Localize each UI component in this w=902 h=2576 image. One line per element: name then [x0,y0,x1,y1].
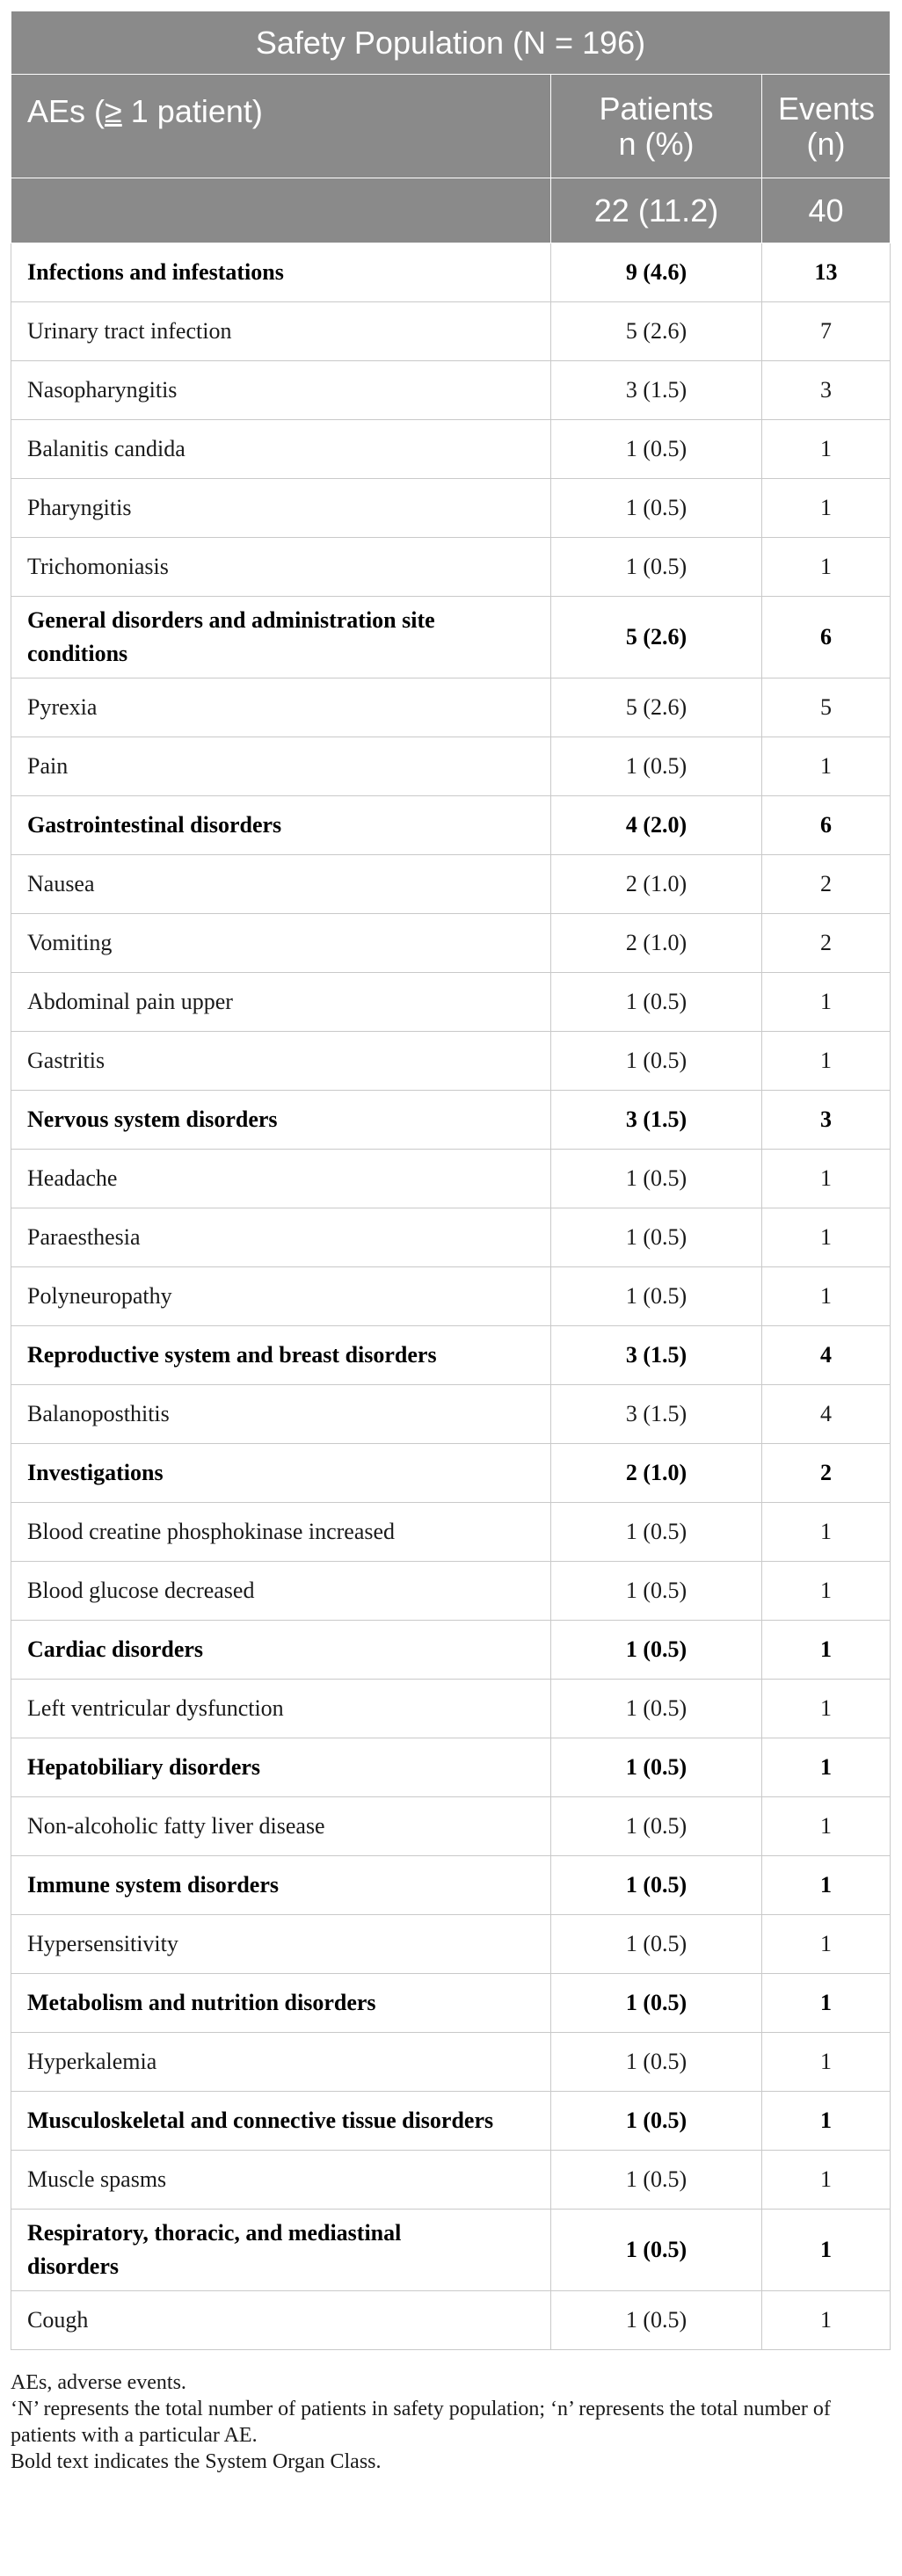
events-value: 3 [762,1091,891,1150]
events-value: 1 [762,2210,891,2291]
table-row [11,420,891,479]
ae-term: Balanitis candida [11,420,551,479]
events-value: 6 [762,597,891,678]
totals-blank-cell [11,178,551,243]
ae-term: Musculoskeletal and connective tissue disorders [11,2092,551,2151]
table-row [11,973,891,1032]
events-value: 1 [762,1208,891,1267]
total-events: 40 [762,178,891,243]
ae-term: Immune system disorders [11,1856,551,1915]
events-value: 1 [762,1621,891,1680]
events-value: 1 [762,1032,891,1091]
system-organ-class-row [11,1738,891,1797]
ae-term: Non-alcoholic fatty liver disease [11,1797,551,1856]
events-value: 1 [762,1562,891,1621]
events-value: 1 [762,1797,891,1856]
patients-value: 1 (0.5) [551,420,762,479]
system-organ-class-row [11,597,891,678]
patients-value: 1 (0.5) [551,1680,762,1738]
system-organ-class-row [11,2092,891,2151]
ae-term: Pharyngitis [11,479,551,538]
events-value: 2 [762,914,891,973]
ae-term: Cardiac disorders [11,1621,551,1680]
document [11,11,890,2475]
patients-value: 3 (1.5) [551,361,762,420]
patients-value: 1 (0.5) [551,737,762,796]
patients-value: 1 (0.5) [551,1621,762,1680]
patients-value: 9 (4.6) [551,243,762,302]
patients-value: 1 (0.5) [551,973,762,1032]
events-value: 1 [762,2092,891,2151]
patients-value: 2 (1.0) [551,914,762,973]
events-value: 1 [762,1680,891,1738]
patients-value: 5 (2.6) [551,678,762,737]
events-value: 3 [762,361,891,420]
patients-value: 1 (0.5) [551,538,762,597]
ae-term: Infections and infestations [11,243,551,302]
table-title-row [11,11,891,75]
ae-term: Vomiting [11,914,551,973]
system-organ-class-row [11,1856,891,1915]
patients-value: 1 (0.5) [551,2151,762,2210]
table-row [11,479,891,538]
patients-value: 1 (0.5) [551,1032,762,1091]
system-organ-class-row [11,1621,891,1680]
table-row [11,302,891,361]
table-row [11,1562,891,1621]
ae-term: Headache [11,1150,551,1208]
ae-term: Hyperkalemia [11,2033,551,2092]
events-value: 1 [762,1503,891,1562]
ae-term: Polyneuropathy [11,1267,551,1326]
events-value: 4 [762,1326,891,1385]
ae-term: Left ventricular dysfunction [11,1680,551,1738]
table-row [11,914,891,973]
patients-value: 1 (0.5) [551,1150,762,1208]
system-organ-class-row [11,1326,891,1385]
events-value: 13 [762,243,891,302]
events-value: 2 [762,1444,891,1503]
column-header-events: Events (n) [762,75,891,178]
ae-term: Gastrointestinal disorders [11,796,551,855]
footnote-n-definition: ‘N’ represents the total number of patients in safety population; ‘n’ represents the total number of patients with a particular AE. [11,2398,831,2447]
table-row [11,1915,891,1974]
table-row [11,538,891,597]
adverse-events-table [11,11,891,2350]
ae-term: Nervous system disorders [11,1091,551,1150]
table-row [11,737,891,796]
patients-value: 1 (0.5) [551,1562,762,1621]
events-value: 1 [762,1267,891,1326]
patients-value: 3 (1.5) [551,1091,762,1150]
ae-term: General disorders and administration site conditions [11,597,551,678]
system-organ-class-row [11,1974,891,2033]
table-row [11,1032,891,1091]
table-row [11,1150,891,1208]
table-row [11,678,891,737]
events-value: 1 [762,1974,891,2033]
ae-term: Nausea [11,855,551,914]
table-row [11,855,891,914]
events-value: 2 [762,855,891,914]
table-row [11,1267,891,1326]
ae-term: Pain [11,737,551,796]
ae-term: Paraesthesia [11,1208,551,1267]
patients-value: 1 (0.5) [551,479,762,538]
events-value: 1 [762,1150,891,1208]
ae-term: Blood glucose decreased [11,1562,551,1621]
events-value: 1 [762,1738,891,1797]
events-value: 1 [762,2291,891,2350]
ae-term: Hepatobiliary disorders [11,1738,551,1797]
ae-term: Metabolism and nutrition disorders [11,1974,551,2033]
table-row [11,2291,891,2350]
ae-term: Balanoposthitis [11,1385,551,1444]
table-row [11,2033,891,2092]
patients-value: 1 (0.5) [551,1267,762,1326]
events-value: 5 [762,678,891,737]
table-row [11,1680,891,1738]
events-value: 1 [762,737,891,796]
patients-value: 1 (0.5) [551,1797,762,1856]
events-value: 1 [762,538,891,597]
patients-value: 1 (0.5) [551,2092,762,2151]
ae-term: Respiratory, thoracic, and mediastinal disorders [11,2210,551,2291]
events-value: 1 [762,420,891,479]
totals-row [11,178,891,243]
patients-value: 5 (2.6) [551,597,762,678]
table-row [11,2151,891,2210]
ae-term: Abdominal pain upper [11,973,551,1032]
system-organ-class-row [11,1091,891,1150]
ae-term: Investigations [11,1444,551,1503]
ae-term: Trichomoniasis [11,538,551,597]
table-row [11,1385,891,1444]
events-value: 1 [762,973,891,1032]
system-organ-class-row [11,1444,891,1503]
table-row [11,361,891,420]
patients-value: 1 (0.5) [551,1856,762,1915]
table-body [11,243,891,2350]
events-value: 4 [762,1385,891,1444]
table-row [11,1208,891,1267]
system-organ-class-row [11,796,891,855]
patients-value: 4 (2.0) [551,796,762,855]
patients-value: 5 (2.6) [551,302,762,361]
events-value: 1 [762,2033,891,2092]
ae-term: Gastritis [11,1032,551,1091]
patients-value: 2 (1.0) [551,855,762,914]
ae-term: Hypersensitivity [11,1915,551,1974]
system-organ-class-row [11,2210,891,2291]
column-header-row [11,75,891,178]
patients-value: 1 (0.5) [551,1915,762,1974]
patients-value: 3 (1.5) [551,1385,762,1444]
patients-value: 1 (0.5) [551,2291,762,2350]
ae-term: Reproductive system and breast disorders [11,1326,551,1385]
footnote-bold: Bold text indicates the System Organ Class. [11,2450,382,2473]
events-value: 1 [762,479,891,538]
ae-term: Pyrexia [11,678,551,737]
footnotes [11,2369,890,2475]
column-header-ae: AEs (≥ 1 patient) [11,75,551,178]
patients-value: 1 (0.5) [551,2033,762,2092]
events-value: 1 [762,2151,891,2210]
total-patients: 22 (11.2) [551,178,762,243]
patients-value: 3 (1.5) [551,1326,762,1385]
patients-value: 1 (0.5) [551,1738,762,1797]
system-organ-class-row [11,243,891,302]
table-title: Safety Population (N = 196) [11,11,891,75]
footnote-abbreviation: AEs, adverse events. [11,2371,186,2394]
events-value: 1 [762,1856,891,1915]
patients-value: 2 (1.0) [551,1444,762,1503]
patients-value: 1 (0.5) [551,1974,762,2033]
ae-term: Cough [11,2291,551,2350]
ae-term: Muscle spasms [11,2151,551,2210]
table-row [11,1797,891,1856]
ae-term: Nasopharyngitis [11,361,551,420]
column-header-patients: Patients n (%) [551,75,762,178]
patients-value: 1 (0.5) [551,1503,762,1562]
events-value: 6 [762,796,891,855]
ae-term: Urinary tract infection [11,302,551,361]
table-row [11,1503,891,1562]
patients-value: 1 (0.5) [551,2210,762,2291]
patients-value: 1 (0.5) [551,1208,762,1267]
ae-term: Blood creatine phosphokinase increased [11,1503,551,1562]
events-value: 7 [762,302,891,361]
events-value: 1 [762,1915,891,1974]
